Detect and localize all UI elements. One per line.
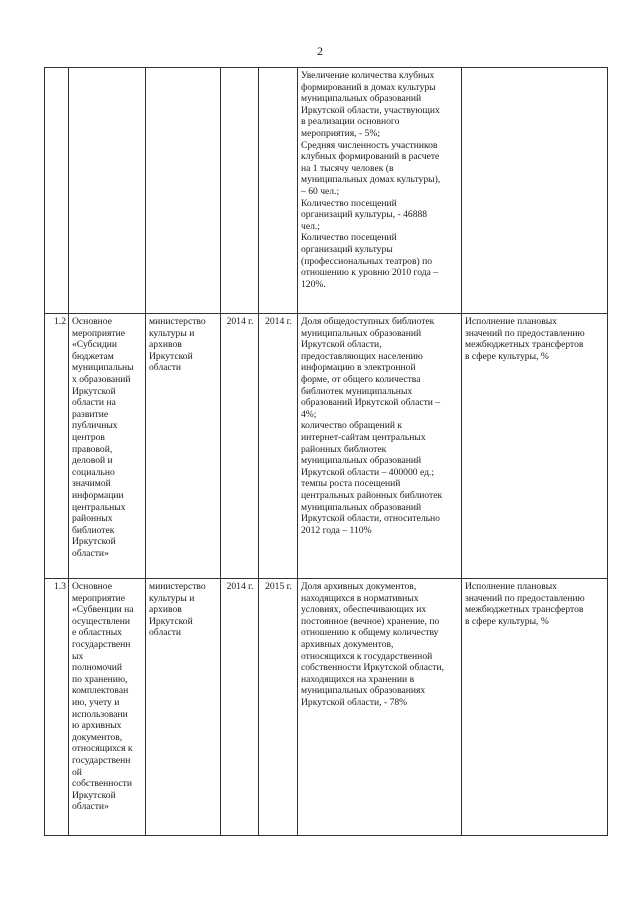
- cell-text-line: Иркутской области, - 78%: [301, 696, 408, 708]
- cell-text-line: чел.;: [301, 220, 320, 232]
- cell-text-line: Иркутской области,: [301, 339, 382, 351]
- cell-text-line: количество обращений к: [301, 420, 403, 432]
- cell-text-line: Количество посещений: [301, 197, 397, 209]
- cell-text-line: центральных: [72, 501, 126, 513]
- cell-text-line: Иркутской: [149, 615, 193, 627]
- cell-text-line: «Субвенции на: [72, 604, 134, 616]
- cell-text-line: форме, от общего количества: [301, 373, 421, 385]
- cell-text-line: Количество посещений: [301, 232, 397, 244]
- cell-text-line: образований Иркутской области –: [301, 397, 441, 409]
- cell-text-line: Иркутской: [149, 350, 193, 362]
- cell-text-line: муниципальны: [72, 362, 134, 374]
- start-year-cell: 2014 г.: [221, 579, 259, 836]
- cell-text-line: полномочий: [72, 662, 123, 674]
- cell-text-line: области: [149, 627, 182, 639]
- cell-text-line: в реализации основного: [301, 116, 400, 128]
- indicator-cell: [298, 314, 462, 579]
- cell-text-line: – 60 чел.;: [301, 185, 340, 197]
- cell-text-line: культуры и: [149, 327, 195, 339]
- cell-text-line: министерство: [149, 316, 206, 327]
- cell-text-line: архивных документов,: [301, 638, 394, 650]
- cell-text-line: области на: [72, 397, 116, 409]
- cell-text-line: значимой: [72, 478, 111, 490]
- cell-text-line: библиотек муниципальных: [301, 385, 413, 397]
- cell-text-line: министерство: [149, 581, 206, 592]
- cell-text-line: ой: [72, 766, 82, 778]
- cell-text-line: государственн: [72, 754, 131, 766]
- table-row: [45, 68, 608, 314]
- cell-text-line: районных библиотек: [301, 443, 387, 455]
- cell-text-line: клубных формирований в расчете: [301, 151, 440, 163]
- cell-text-line: Средняя численность участников: [301, 139, 438, 151]
- cell-text-line: Иркутской области – 400000 ед.;: [301, 466, 435, 478]
- cell-text-line: мероприятие: [72, 592, 125, 604]
- cell-text-line: относящихся к государственной: [301, 650, 433, 662]
- start-year-cell: [221, 68, 259, 314]
- cell-text-line: находящихся в нормативных: [301, 592, 419, 604]
- page-number: 2: [317, 44, 323, 58]
- cell-text-line: Иркутской: [72, 536, 116, 548]
- cell-text-line: 4%;: [301, 408, 317, 420]
- cell-text-line: постоянное (вечное) хранение, по: [301, 615, 440, 627]
- end-year-cell: 2014 г.: [259, 314, 298, 579]
- cell-text-line: в сфере культуры, %: [465, 615, 549, 627]
- event-cell: [69, 579, 146, 836]
- cell-text-line: мероприятия, - 5%;: [301, 127, 380, 139]
- cell-text-line: бюджетам: [72, 350, 114, 362]
- cell-text-line: отношению к общему количеству: [301, 627, 439, 639]
- cell-text-line: значений по предоставлению: [465, 327, 585, 339]
- cell-text-line: осуществлени: [72, 615, 131, 627]
- cell-text-line: области»: [72, 801, 109, 813]
- cell-text-line: развитие: [72, 408, 109, 420]
- cell-text-line: Исполнение плановых: [465, 581, 557, 592]
- cell-text-line: 2012 года – 110%: [301, 524, 372, 536]
- cell-text-line: Основное: [72, 316, 112, 327]
- executor-cell: [146, 314, 221, 579]
- start-year-cell: 2014 г.: [221, 314, 259, 579]
- cell-text-line: мероприятие: [72, 327, 125, 339]
- cell-text-line: области»: [72, 547, 109, 559]
- cell-text-line: центров: [72, 431, 105, 443]
- cell-text-line: по хранению,: [72, 673, 128, 685]
- cell-text-line: архивов: [149, 604, 182, 616]
- cell-text-line: Основное: [72, 581, 112, 592]
- cell-text-line: темпы роста посещений: [301, 478, 401, 490]
- cell-text-line: относящихся к: [72, 743, 133, 755]
- cell-text-line: муниципальных образований: [301, 327, 422, 339]
- table-row: [45, 579, 608, 836]
- indicator-cell: [298, 68, 462, 314]
- cell-text-line: 120%.: [301, 278, 326, 290]
- cell-text-line: ю архивных: [72, 720, 122, 732]
- cell-text-line: муниципальных домах культуры),: [301, 174, 441, 186]
- event-cell: [69, 314, 146, 579]
- event-cell: [69, 68, 146, 314]
- cell-text-line: библиотек: [72, 524, 115, 536]
- row-number: 1.2: [45, 314, 69, 579]
- cell-text-line: в сфере культуры, %: [465, 350, 549, 362]
- cell-text-line: Доля общедоступных библиотек: [301, 316, 435, 327]
- cell-text-line: х образований: [72, 373, 131, 385]
- cell-text-line: Исполнение плановых: [465, 316, 557, 327]
- cell-text-line: на 1 тысячу человек (в: [301, 162, 394, 174]
- cell-text-line: Иркутской: [72, 385, 116, 397]
- end-year-cell: 2015 г.: [259, 579, 298, 836]
- cell-text-line: организаций культуры, - 46888: [301, 209, 428, 221]
- result-cell: [462, 68, 608, 314]
- cell-text-line: деловой и: [72, 455, 113, 467]
- cell-text-line: ию, учету и: [72, 696, 120, 708]
- cell-text-line: е областных: [72, 627, 122, 639]
- cell-text-line: ых: [72, 650, 84, 662]
- indicator-cell: [298, 579, 462, 836]
- cell-text-line: центральных районных библиотек: [301, 489, 443, 501]
- cell-text-line: документов,: [72, 731, 123, 743]
- cell-text-line: социально: [72, 466, 115, 478]
- cell-text-line: Доля архивных документов,: [301, 581, 417, 592]
- cell-text-line: использовани: [72, 708, 128, 720]
- cell-text-line: формирований в домах культуры: [301, 81, 436, 93]
- cell-text-line: межбюджетных трансфертов: [465, 339, 584, 351]
- cell-text-line: Иркутской области, относительно: [301, 513, 440, 525]
- program-table: [44, 67, 608, 836]
- table-row: [45, 314, 608, 579]
- cell-text-line: архивов: [149, 339, 182, 351]
- cell-text-line: правовой,: [72, 443, 113, 455]
- cell-text-line: информации: [72, 489, 124, 501]
- row-number: [45, 68, 69, 314]
- row-number: 1.3: [45, 579, 69, 836]
- cell-text-line: области: [149, 362, 182, 374]
- cell-text-line: муниципальных образований: [301, 501, 422, 513]
- cell-text-line: Иркутской: [72, 789, 116, 801]
- cell-text-line: публичных: [72, 420, 118, 432]
- cell-text-line: интернет-сайтам центральных: [301, 431, 426, 443]
- cell-text-line: находящихся на хранении в: [301, 673, 415, 685]
- cell-text-line: государственн: [72, 638, 131, 650]
- cell-text-line: условиях, обеспечивающих их: [301, 604, 427, 616]
- cell-text-line: организаций культуры: [301, 243, 393, 255]
- cell-text-line: муниципальных образований: [301, 455, 422, 467]
- cell-text-line: (профессиональных театров) по: [301, 255, 433, 267]
- cell-text-line: «Субсидии: [72, 339, 118, 351]
- end-year-cell: [259, 68, 298, 314]
- executor-cell: [146, 68, 221, 314]
- cell-text-line: предоставляющих населению: [301, 350, 423, 362]
- cell-text-line: значений по предоставлению: [465, 592, 585, 604]
- cell-text-line: межбюджетных трансфертов: [465, 604, 584, 616]
- cell-text-line: собственности Иркутской области,: [301, 662, 444, 674]
- executor-cell: [146, 579, 221, 836]
- cell-text-line: Увеличение количества клубных: [301, 70, 435, 81]
- cell-text-line: отношению к уровню 2010 года –: [301, 267, 439, 279]
- cell-text-line: районных: [72, 513, 113, 525]
- result-cell: [462, 314, 608, 579]
- cell-text-line: комплектован: [72, 685, 129, 697]
- cell-text-line: информацию в электронной: [301, 362, 416, 374]
- cell-text-line: муниципальных образованиях: [301, 685, 426, 697]
- result-cell: [462, 579, 608, 836]
- cell-text-line: культуры и: [149, 592, 195, 604]
- cell-text-line: Иркутской области, участвующих: [301, 104, 440, 116]
- cell-text-line: собственности: [72, 778, 133, 790]
- cell-text-line: муниципальных образований: [301, 93, 422, 105]
